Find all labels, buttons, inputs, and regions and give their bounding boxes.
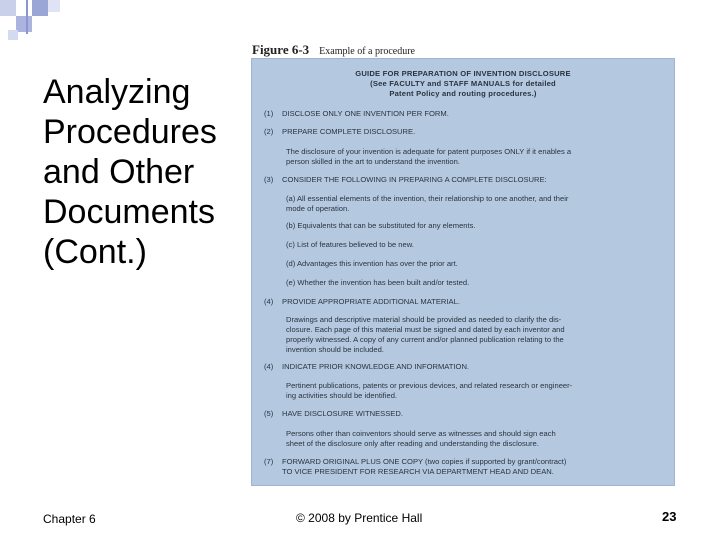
decor-square (48, 0, 60, 12)
item-text: DISCLOSE ONLY ONE INVENTION PER FORM. (282, 109, 449, 118)
document-subitem: (c) List of features believed to be new. (286, 240, 414, 249)
footer-chapter: Chapter 6 (43, 512, 96, 526)
item-text: PROVIDE APPROPRIATE ADDITIONAL MATERIAL. (282, 297, 460, 306)
decor-line (26, 0, 28, 34)
heading-line: GUIDE FOR PREPARATION OF INVENTION DISCLOSURE (355, 69, 571, 78)
document-paragraph: Pertinent publications, patents or previous devices, and related research or engineer- ing activities should be identified. (286, 381, 573, 400)
document-item (264, 409, 664, 419)
decor-square (8, 30, 18, 40)
decor-square (16, 0, 32, 16)
decor-square (16, 16, 32, 32)
document-subitem: (d) Advantages this invention has over the prior art. (286, 259, 458, 268)
document-paragraph: Persons other than coinventors should serve as witnesses and should sign each sheet of the disclosure only after reading and understanding the disclosure. (286, 429, 556, 448)
item-number: (4) (264, 297, 274, 306)
figure-number: Figure 6-3 (252, 42, 310, 57)
figure-caption-text: Example of a procedure (319, 46, 415, 57)
document-item (264, 297, 664, 307)
item-text: PREPARE COMPLETE DISCLOSURE. (282, 127, 416, 136)
document-subitem: (a) All essential elements of the invention, their relationship to one another, and their mode of operation. (286, 194, 569, 213)
figure-caption (252, 42, 672, 58)
item-number: (4) (264, 362, 274, 371)
document-item (264, 109, 664, 119)
item-text: CONSIDER THE FOLLOWING IN PREPARING A COMPLETE DISCLOSURE: (282, 175, 547, 184)
item-text: FORWARD ORIGINAL PLUS ONE COPY (two copies if supported by grant/contract) (282, 457, 567, 466)
item-number: (7) (264, 457, 274, 466)
footer-copyright: © 2008 by Prentice Hall (296, 511, 423, 525)
document-heading (252, 69, 674, 99)
decorative-squares (0, 0, 70, 40)
document-subitem: (b) Equivalents that can be substituted for any elements. (286, 221, 476, 230)
item-number: (3) (264, 175, 274, 184)
heading-line: (See FACULTY and STAFF MANUALS for detailed (370, 79, 556, 88)
item-text: INDICATE PRIOR KNOWLEDGE AND INFORMATION. (282, 362, 470, 371)
heading-line: Patent Policy and routing procedures.) (389, 89, 537, 98)
document-item (264, 175, 664, 185)
page-number: 23 (662, 509, 677, 524)
document-paragraph: The disclosure of your invention is adequate for patent purposes ONLY if it enables a person skilled in the art to understand the invention. (286, 147, 572, 166)
item-number: (2) (264, 127, 274, 136)
decor-square (32, 0, 48, 16)
slide-title: Analyzing Procedures and Other Documents (Cont.) (43, 73, 217, 271)
document-item (264, 362, 664, 372)
document-subitem: (e) Whether the invention has been built and/or tested. (286, 278, 470, 287)
item-text: HAVE DISCLOSURE WITNESSED. (282, 409, 403, 418)
document-paragraph: Drawings and descriptive material should be provided as needed to clarify the dis- closure. Each page of this material must be signed and dated by each inventor and properly witnessed. A copy of any current and/or planned publication relating to the invention should be included. (286, 315, 565, 354)
document-item-continuation: TO VICE PRESIDENT FOR RESEARCH VIA DEPARTMENT HEAD AND DEAN. (282, 467, 554, 476)
document-item (264, 127, 664, 137)
document-item (264, 457, 664, 467)
decor-square (0, 0, 16, 16)
item-number: (1) (264, 109, 274, 118)
item-number: (5) (264, 409, 274, 418)
procedure-document-image (251, 58, 675, 486)
